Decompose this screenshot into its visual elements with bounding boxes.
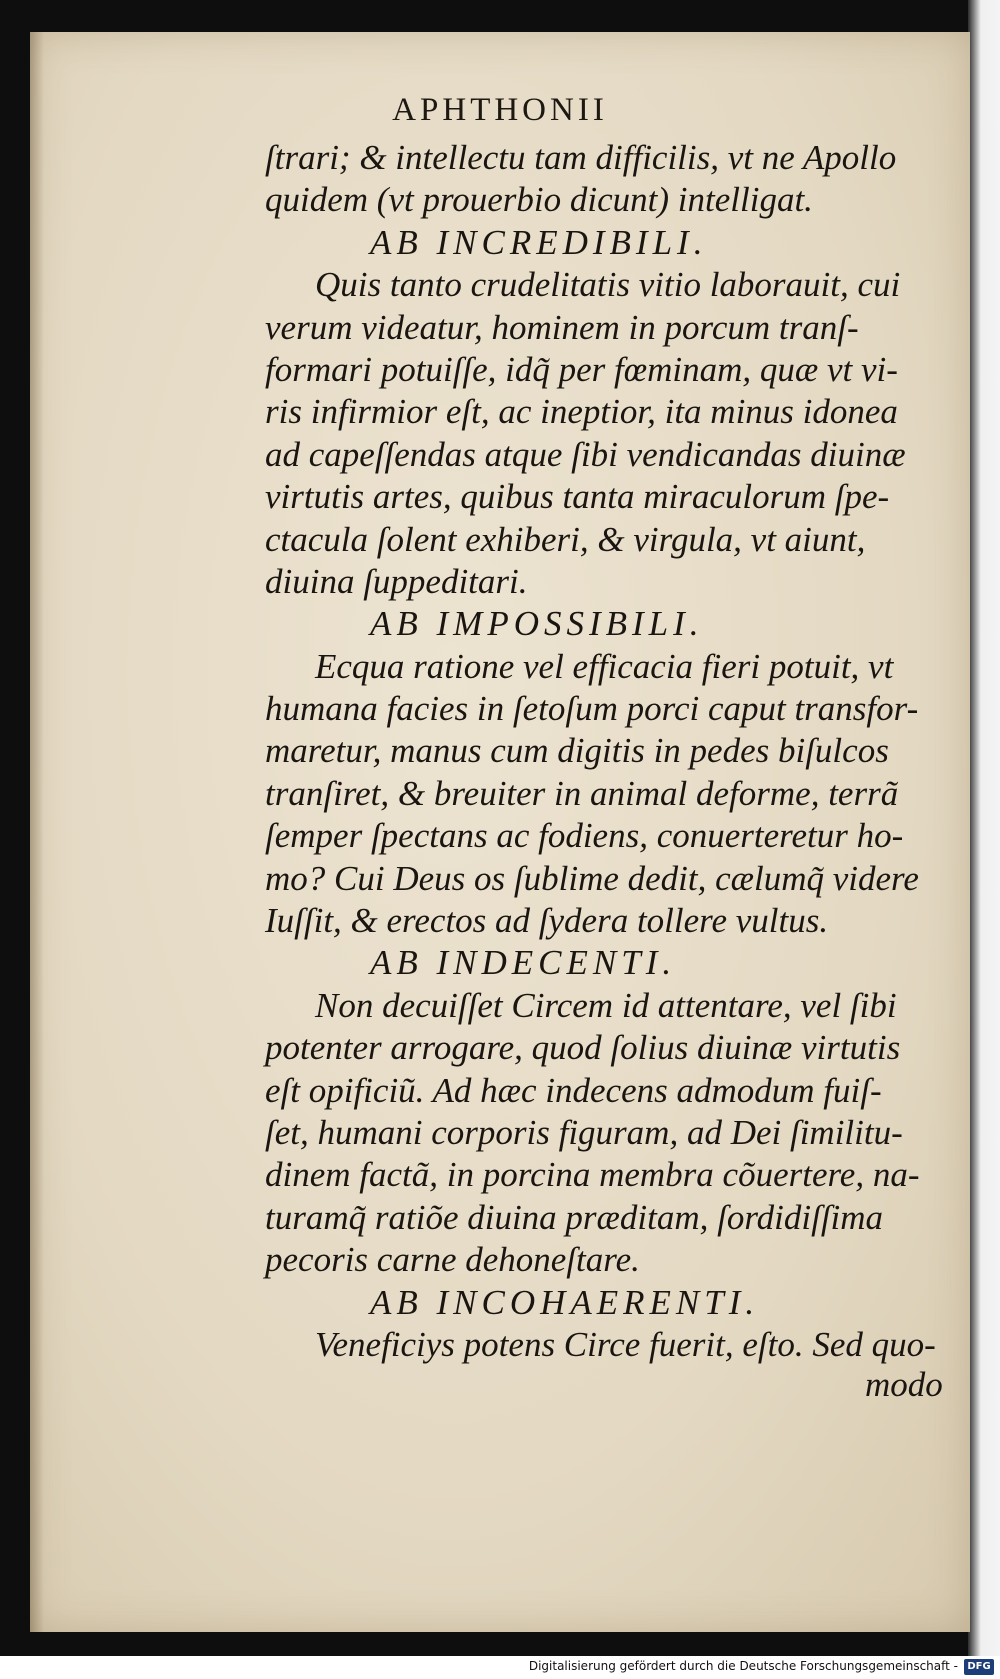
text-line: diuina ſuppeditari. bbox=[265, 561, 528, 601]
page-text-block bbox=[265, 137, 955, 1366]
text-line: ris infirmior eſt, ac ineptior, ita minus idonea bbox=[265, 392, 898, 432]
dfg-logo: DFG bbox=[964, 1659, 994, 1675]
page-gutter-shadow bbox=[30, 32, 44, 1632]
text-line: humana facies in ſetoſum porci caput transfor- bbox=[265, 689, 919, 729]
text-line: virtutis artes, quibus tanta miraculorum ſpe- bbox=[265, 477, 890, 517]
catchword: modo bbox=[865, 1365, 943, 1404]
footer-bar bbox=[0, 1656, 1000, 1679]
text-line: maretur, manus cum digitis in pedes biſulcos bbox=[265, 731, 889, 771]
text-line: formari potuiſſe, idq̃ per fœminam, quæ vt vi- bbox=[265, 349, 898, 389]
text-line: turamq̃ ratiõe diuina præditam, ſordidiſſima bbox=[265, 1197, 884, 1237]
text-line: Ecqua ratione vel efficacia fieri potuit, vt bbox=[315, 646, 894, 686]
running-head: APHTHONII bbox=[392, 92, 608, 128]
text-line: Iuſſit, & erectos ad ſydera tollere vultus. bbox=[265, 901, 829, 941]
text-line: ſet, humani corporis figuram, ad Dei ſimilitu- bbox=[265, 1112, 903, 1152]
text-line: ſtrari; & intellectu tam difficilis, vt ne Apollo bbox=[265, 138, 897, 177]
text-line: Non decuiſſet Circem id attentare, vel ſibi bbox=[315, 985, 897, 1025]
section-heading: AB IMPOSSIBILI. bbox=[370, 604, 704, 644]
footer-credit: Digitalisierung gefördert durch die Deutsche Forschungsgemeinschaft - bbox=[528, 1659, 958, 1673]
section-heading: AB INDECENTI. bbox=[370, 943, 677, 983]
text-line: pecoris carne dehoneſtare. bbox=[265, 1240, 640, 1280]
text-line: ad capeſſendas atque ſibi vendicandas diuinæ bbox=[265, 434, 906, 474]
text-line: ctacula ſolent exhiberi, & virgula, vt aiunt, bbox=[265, 519, 866, 559]
text-line: verum videatur, hominem in porcum tranſ- bbox=[265, 307, 859, 347]
text-line: eſt opificiũ. Ad hæc indecens admodum fuiſ- bbox=[265, 1070, 882, 1110]
text-line: ſemper ſpectans ac fodiens, conuerteretur ho- bbox=[265, 816, 904, 856]
text-line: quidem (vt prouerbio dicunt) intelligat. bbox=[265, 180, 813, 220]
scan-edge-strip bbox=[968, 0, 1000, 1679]
text-line: potenter arrogare, quod ſolius diuinæ virtutis bbox=[265, 1028, 901, 1068]
text-line: Quis tanto crudelitatis vitio laborauit, cui bbox=[315, 265, 901, 305]
section-heading: AB INCOHAERENTI. bbox=[370, 1282, 760, 1322]
text-line: mo? Cui Deus os ſublime dedit, cælumq̃ videre bbox=[265, 858, 919, 898]
text-line: tranſiret, & breuiter in animal deforme, terrã bbox=[265, 773, 899, 813]
text-line: Veneficiys potens Circe fuerit, eſto. Sed quo- bbox=[315, 1324, 936, 1364]
section-heading: AB INCREDIBILI. bbox=[370, 222, 708, 262]
text-line: dinem factã, in porcina membra cõuertere, na- bbox=[265, 1155, 920, 1195]
